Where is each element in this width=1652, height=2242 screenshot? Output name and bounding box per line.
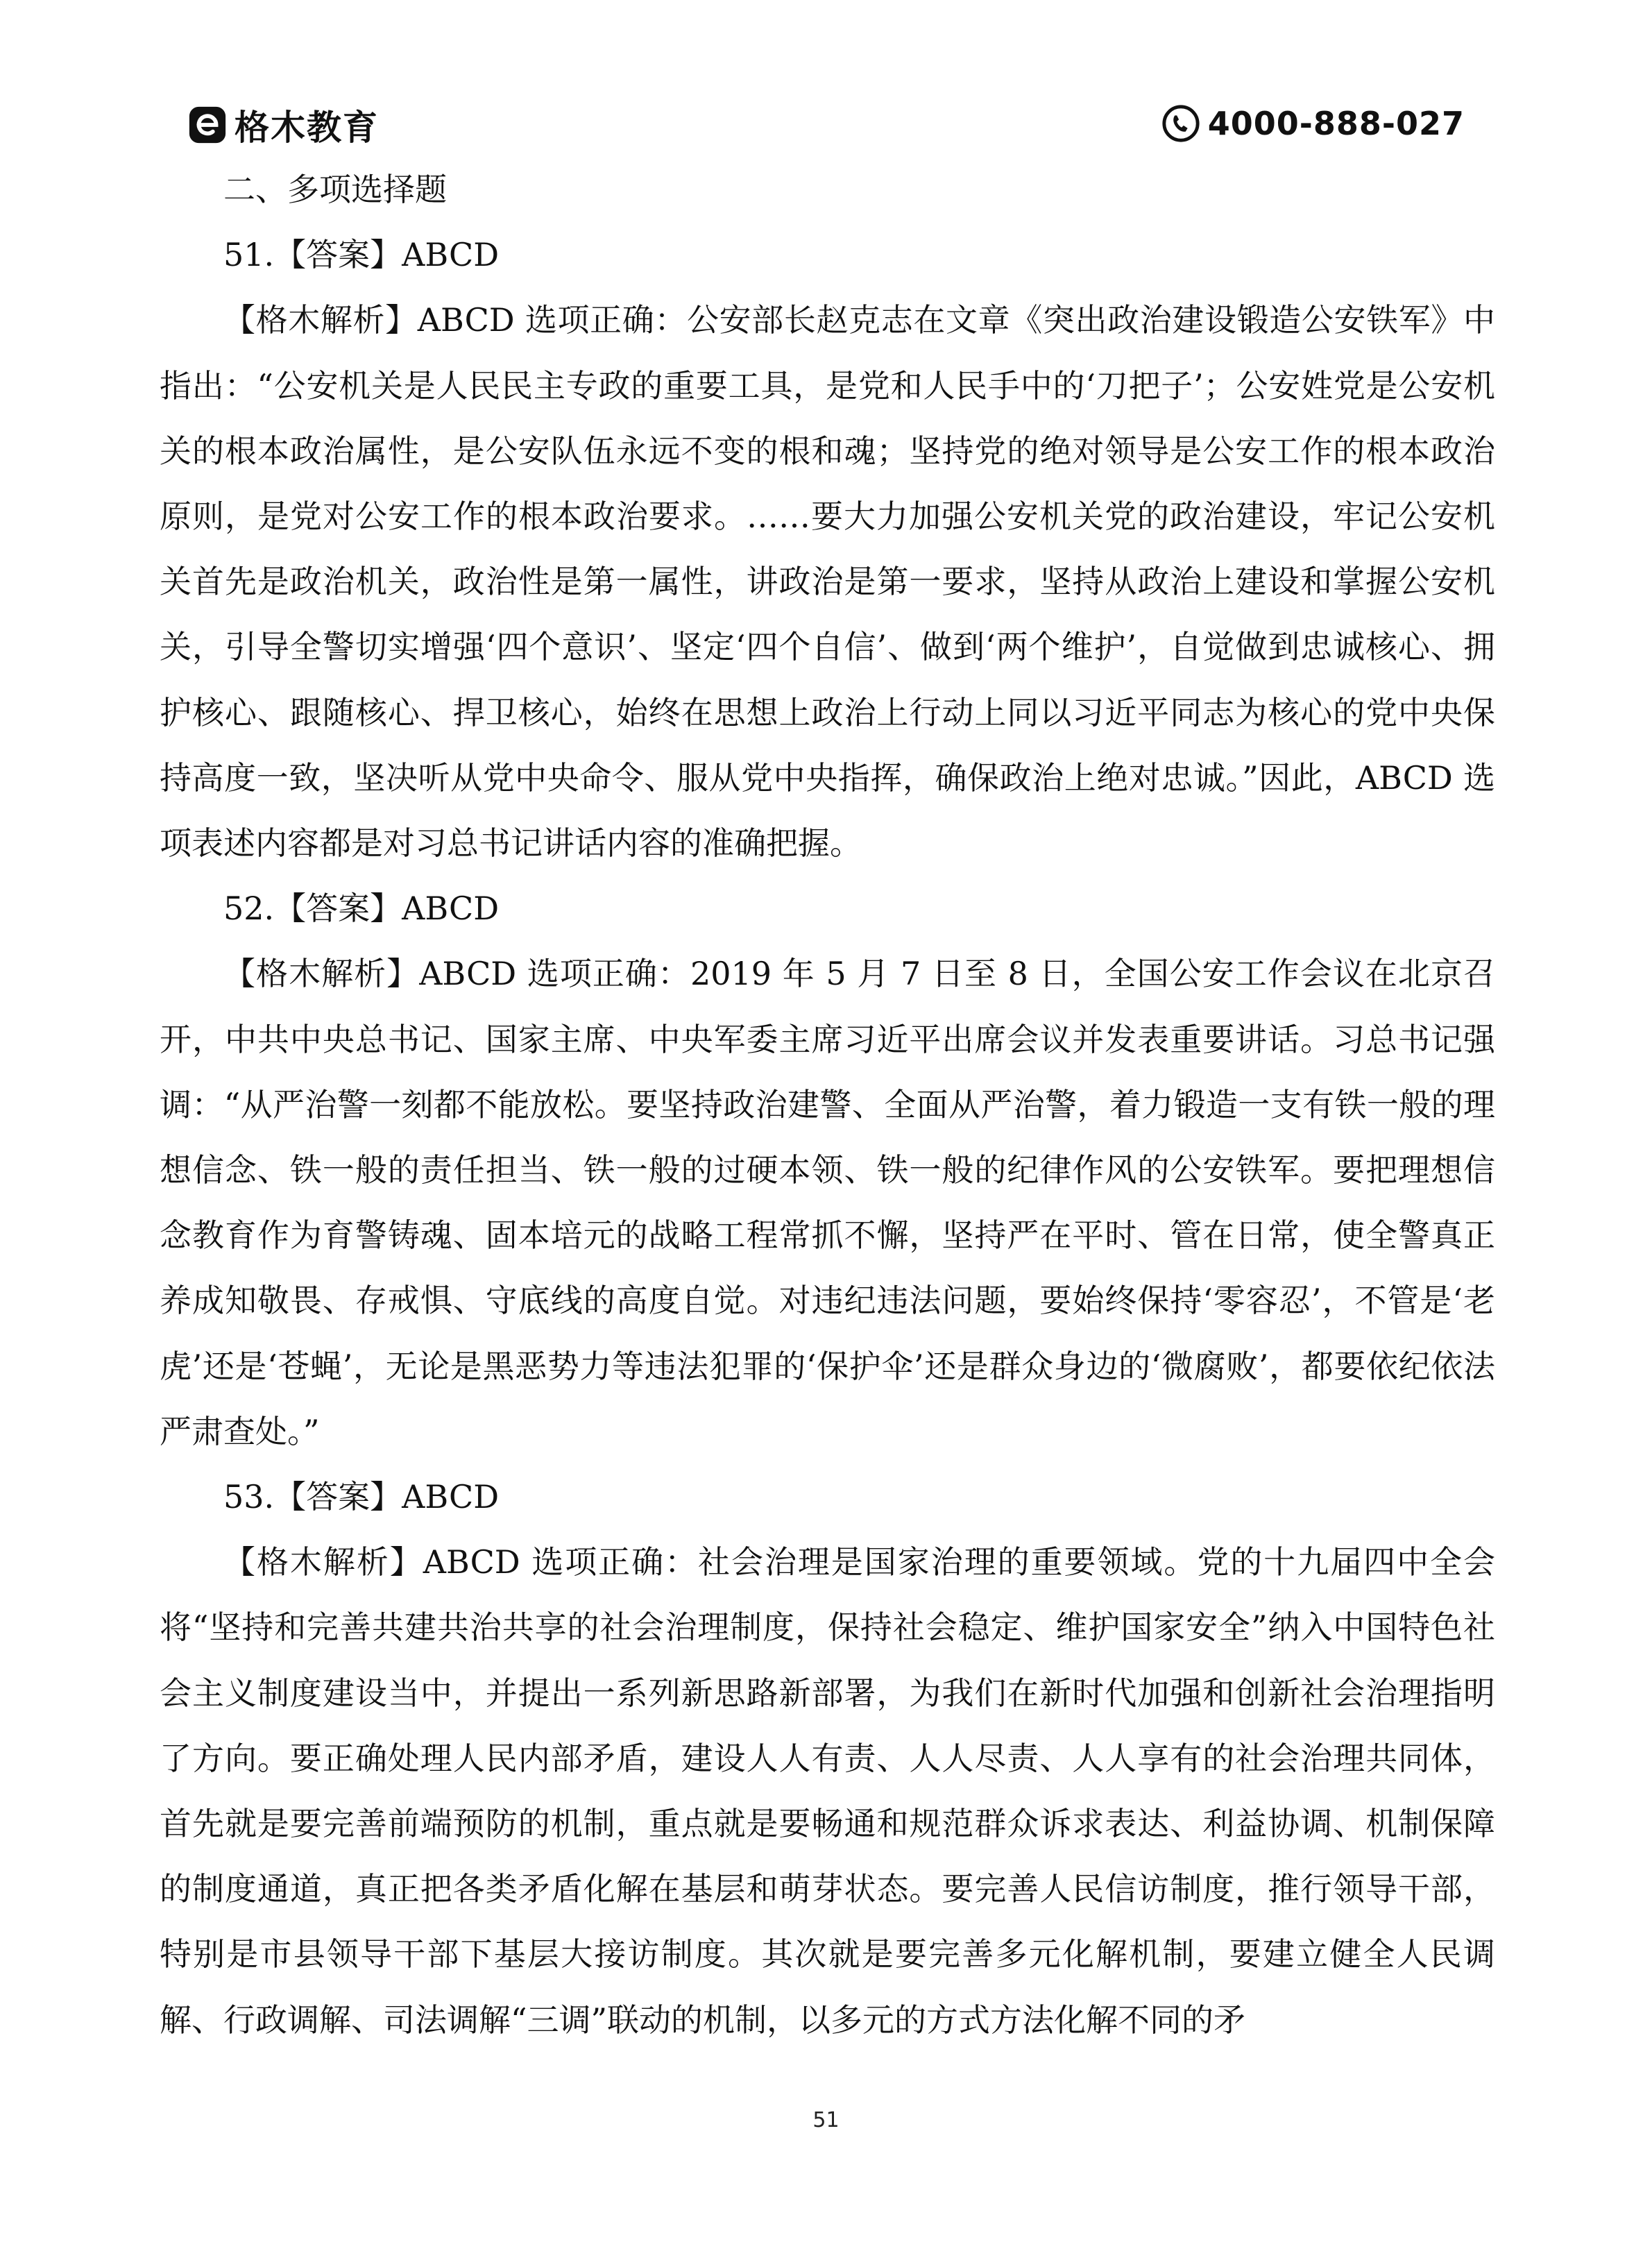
section-title: 二、多项选择题 xyxy=(223,171,447,208)
logo-e-icon xyxy=(187,105,228,145)
analysis-51: 【格木解析】ABCD 选项正确：公安部长赵克志在文章《突出政治建设锻造公安铁军》中指出：“公安机关是人民民主专政的重要工具，是党和人民手中的‘刀把子’；公安姓党是公安机关的根本政治属性，是公安队伍永远不变的根和魂；坚持党的绝对领导是公安工作的根本政治原则，是党对公安工作的根本政治要求。……要大力加强公安机关党的政治建设，牢记公安机关首先是政治机关，政治性是第一属性，讲政治是第一要求，坚持从政治上建设和掌握公安机关，引导全警切实增强‘四个意识’、坚定‘四个自信’、做到‘两个维护’，自觉做到忠诚核心、拥护核心、跟随核心、捍卫核心，始终在思想上政治上行动上同以习近平同志为核心的党中央保持高度一致，坚决听从党中央命令、服从党中央指挥，确保政治上绝对忠诚。”因此，ABCD 选项表述内容都是对习总书记讲话内容的准确把握。 xyxy=(160,301,1495,863)
analysis-53: 【格木解析】ABCD 选项正确：社会治理是国家治理的重要领域。党的十九届四中全会将“坚持和完善共建共治共享的社会治理制度，保持社会稳定、维护国家安全”纳入中国特色社会主义制度建设当中，并提出一系列新思路新部署，为我们在新时代加强和创新社会治理指明了方向。要正确处理人民内部矛盾，建设人人有责、人人尽责、人人享有的社会治理共同体，首先就是要完善前端预防的机制，重点就是要畅通和规范群众诉求表达、利益协调、机制保障的制度通道，真正把各类矛盾化解在基层和萌芽状态。要完善人民信访制度，推行领导干部，特别是市县领导干部下基层大接访制度。其次就是要完善多元化解机制，要建立健全人民调解、行政调解、司法调解“三调”联动的机制，以多元的方式方法化解不同的矛 xyxy=(160,1543,1495,2039)
phone-number: 4000-888-027 xyxy=(1207,105,1465,142)
answer-51: 51.【答案】ABCD xyxy=(223,236,500,274)
analysis-52: 【格木解析】ABCD 选项正确：2019 年 5 月 7 日至 8 日，全国公安工作会议在北京召开，中共中央总书记、国家主席、中央军委主席习近平出席会议并发表重要讲话。习总书记强调：“从严治警一刻都不能放松。要坚持政治建警、全面从严治警，着力锻造一支有铁一般的理想信念、铁一般的责任担当、铁一般的过硬本领、铁一般的纪律作风的公安铁军。要把理想信念教育作为育警铸魂、固本培元的战略工程常抓不懈，坚持严在平时、管在日常，使全警真正养成知敬畏、存戒惧、守底线的高度自觉。对违纪违法问题，要始终保持‘零容忍’，不管是‘老虎’还是‘苍蝇’，无论是黑恶势力等违法犯罪的‘保护伞’还是群众身边的‘微腐败’，都要依纪依法严肃查处。” xyxy=(160,955,1495,1450)
answer-52: 52.【答案】ABCD xyxy=(223,890,500,928)
page-number: 51 xyxy=(812,2108,840,2132)
logo-text: 格木教育 xyxy=(235,108,379,148)
page-header xyxy=(0,0,1652,180)
document-body xyxy=(160,157,1495,2053)
answer-53: 53.【答案】ABCD xyxy=(223,1478,500,1516)
phone-icon xyxy=(1161,103,1201,144)
phone-contact xyxy=(1161,101,1465,146)
brand-logo xyxy=(187,103,379,147)
